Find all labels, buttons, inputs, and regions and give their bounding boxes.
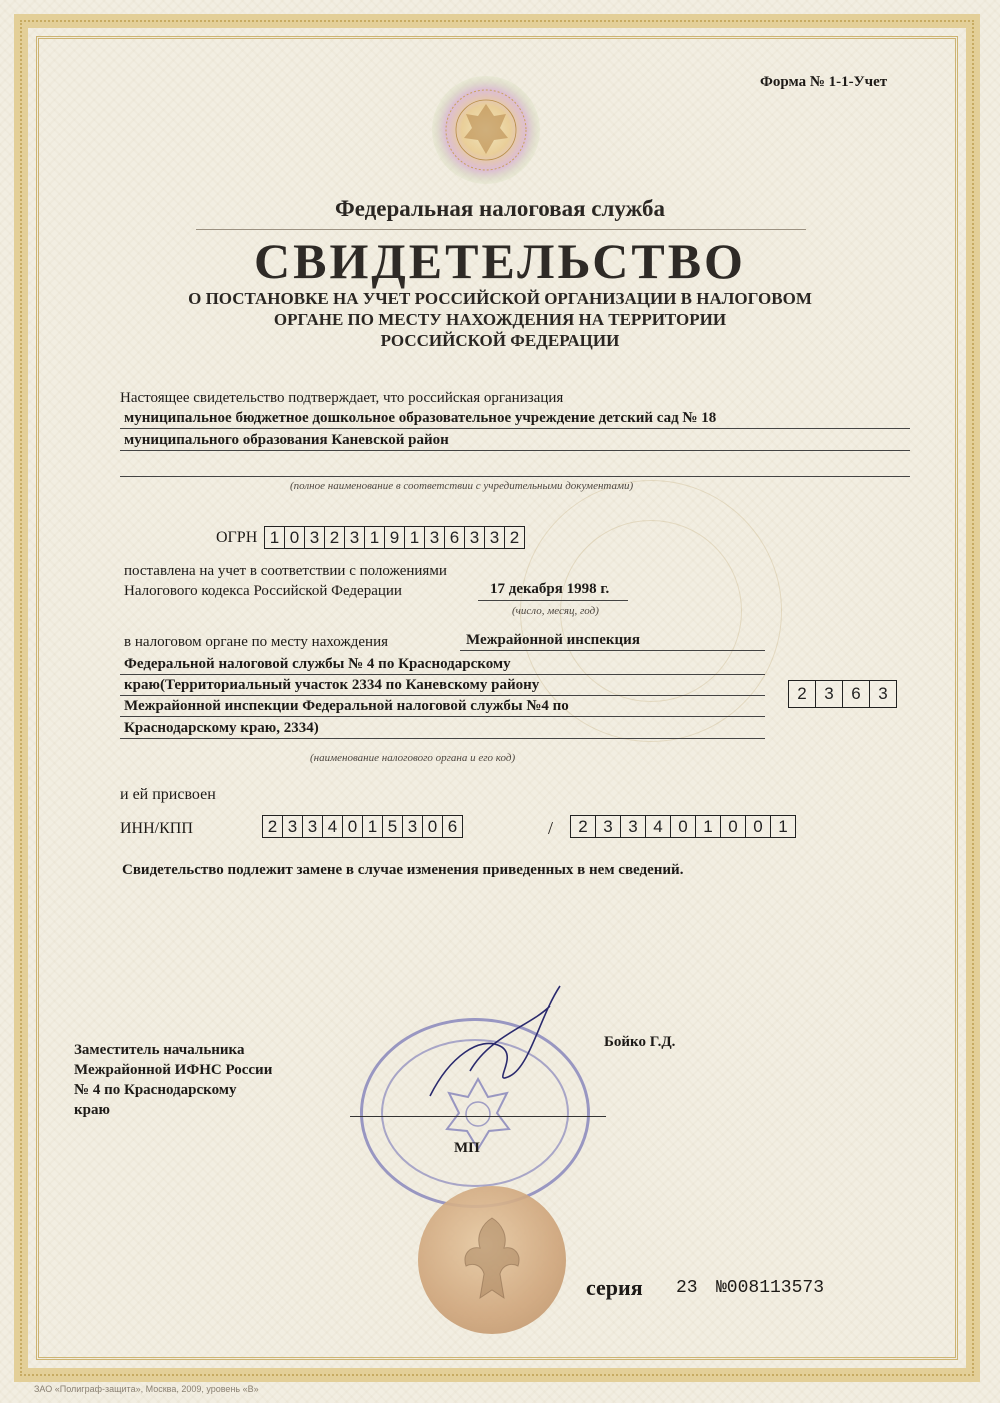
printer-credit: ЗАО «Полиграф-защита», Москва, 2009, уровень «В»: [34, 1384, 259, 1394]
ogrn-digit: 3: [465, 526, 485, 549]
ogrn-digit: 3: [305, 526, 325, 549]
kpp-digit: 1: [771, 815, 796, 838]
fill-line: [120, 695, 765, 696]
date-hint: (число, месяц, год): [512, 605, 599, 617]
title-rule: [196, 229, 806, 230]
assigned-text: и ей присвоен: [120, 786, 216, 803]
fill-line: [120, 428, 910, 429]
tax-office-code-cells: [788, 680, 897, 708]
ogrn-digit: 1: [365, 526, 385, 549]
subtitle-line: ОРГАНЕ ПО МЕСТУ НАХОЖДЕНИЯ НА ТЕРРИТОРИИ: [273, 310, 727, 329]
subtitle-line: О ПОСТАНОВКЕ НА УЧЕТ РОССИЙСКОЙ ОРГАНИЗАЦИИ В НАЛОГОВОМ: [188, 289, 812, 308]
tax-office-code-digit: 3: [816, 680, 843, 708]
inn-cells: [262, 815, 463, 838]
replacement-notice: Свидетельство подлежит замене в случае изменения приведенных в нем сведений.: [122, 862, 684, 878]
inn-digit: 3: [283, 815, 303, 838]
org-name-line-1: муниципальное бюджетное дошкольное образовательное учреждение детский сад № 18: [124, 410, 717, 426]
inn-digit: 3: [303, 815, 323, 838]
ogrn-digit: 3: [345, 526, 365, 549]
fill-line: [460, 650, 765, 651]
document-title: СВИДЕТЕЛЬСТВО: [254, 233, 746, 289]
kpp-digit: 4: [646, 815, 671, 838]
fill-line: [120, 738, 765, 739]
ogrn-digit: 1: [405, 526, 425, 549]
tax-office-code-digit: 3: [870, 680, 897, 708]
position-line: № 4 по Краснодарскому: [74, 1082, 237, 1098]
agency-title: Федеральная налоговая служба: [335, 196, 665, 221]
inn-digit: 2: [262, 815, 283, 838]
tax-office-hint: (наименование налогового органа и его код): [310, 752, 516, 764]
ogrn-digit: 3: [425, 526, 445, 549]
document-subtitle: [130, 288, 870, 351]
signatory-name: Бойко Г.Д.: [604, 1034, 676, 1050]
mp-label: МП: [454, 1140, 480, 1156]
fill-line: [120, 674, 765, 675]
ogrn-digit: 0: [285, 526, 305, 549]
subtitle-line: РОССИЙСКОЙ ФЕДЕРАЦИИ: [380, 331, 620, 350]
tax-office-code-digit: 6: [843, 680, 870, 708]
ogrn-digit: 2: [325, 526, 345, 549]
org-name-line-2: муниципального образования Каневской район: [124, 432, 449, 448]
ogrn-digit: 1: [264, 526, 285, 549]
handwritten-signature-icon: [410, 976, 580, 1116]
kpp-cells: [570, 815, 796, 838]
inn-digit: 0: [343, 815, 363, 838]
tax-office-line: Межрайонной инспекции Федеральной налоговой службы №4 по: [124, 698, 569, 714]
ogrn-cells: [264, 526, 525, 549]
ogrn-digit: 9: [385, 526, 405, 549]
kpp-digit: 2: [570, 815, 596, 838]
kpp-digit: 3: [596, 815, 621, 838]
inn-digit: 5: [383, 815, 403, 838]
ogrn-digit: 6: [445, 526, 465, 549]
ogrn-digit: 2: [505, 526, 525, 549]
inn-kpp-separator: /: [548, 818, 554, 838]
position-line: Заместитель начальника: [74, 1042, 245, 1058]
tax-office-code-digit: 2: [788, 680, 816, 708]
tax-office-line: краю(Территориальный участок 2334 по Каневскому району: [124, 677, 540, 693]
signature-line: [350, 1116, 606, 1117]
fill-line: [120, 716, 765, 717]
inn-digit: 3: [403, 815, 423, 838]
tax-office-line: Краснодарскому краю, 2334): [124, 720, 319, 736]
kpp-digit: 3: [621, 815, 646, 838]
fill-line: [478, 600, 628, 601]
series-label: серия: [586, 1275, 643, 1300]
intro-text: Настоящее свидетельство подтверждает, что российская организация: [120, 390, 564, 406]
inn-kpp-label: ИНН/КПП: [120, 820, 193, 837]
inn-digit: 0: [423, 815, 443, 838]
kpp-digit: 0: [746, 815, 771, 838]
inn-digit: 1: [363, 815, 383, 838]
fill-line: [120, 450, 910, 451]
series-value: 23: [676, 1278, 698, 1298]
gold-seal: [418, 1186, 566, 1334]
position-line: Межрайонной ИФНС России: [74, 1062, 273, 1078]
hologram-emblem-icon: [430, 74, 542, 186]
kpp-digit: 0: [671, 815, 696, 838]
signatory-position: [74, 1040, 272, 1120]
ogrn-label: ОГРН: [216, 529, 258, 546]
tax-code-text: Налогового кодекса Российской Федерации: [124, 583, 402, 599]
tax-office-line: Межрайонной инспекция: [466, 632, 640, 648]
kpp-digit: 1: [696, 815, 721, 838]
fill-line: [120, 476, 910, 477]
double-headed-eagle-icon: [452, 1210, 532, 1310]
tax-office-line: Федеральной налоговой службы № 4 по Краснодарскому: [124, 656, 511, 672]
kpp-digit: 0: [721, 815, 746, 838]
registered-text: поставлена на учет в соответствии с положениями: [124, 563, 447, 579]
inn-digit: 4: [323, 815, 343, 838]
registration-date: 17 декабря 1998 г.: [490, 581, 610, 597]
form-number: Форма № 1-1-Учет: [760, 74, 888, 90]
serial-number: №008113573: [716, 1278, 825, 1298]
ogrn-digit: 3: [485, 526, 505, 549]
inn-digit: 6: [443, 815, 463, 838]
tax-office-intro: в налоговом органе по месту нахождения: [124, 634, 389, 650]
org-name-hint: (полное наименование в соответствии с учредительными документами): [290, 480, 634, 492]
position-line: краю: [74, 1102, 110, 1118]
